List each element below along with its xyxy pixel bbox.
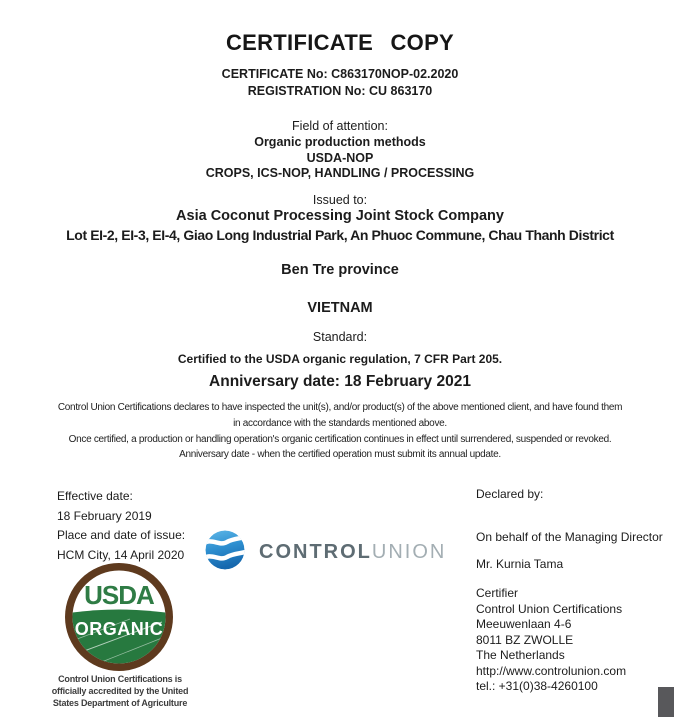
certifier-phone: tel.: +31(0)38-4260100	[476, 679, 598, 693]
field-of-attention-label: Field of attention:	[292, 119, 388, 133]
usda-seal-top-word: USDA	[84, 580, 154, 610]
certifier-organization: Control Union Certifications	[476, 601, 623, 616]
registration-number-line: REGISTRATION No: CU 863170	[247, 84, 433, 98]
accreditation-line: States Department of Agriculture	[52, 698, 188, 708]
declaration-paragraph	[0, 400, 680, 463]
control-union-word-control: CONTROL	[259, 541, 372, 563]
standard-value: Certified to the USDA organic regulation, 7 CFR Part 205.	[177, 352, 503, 366]
usda-seal-bottom-word: ORGANIC	[74, 619, 164, 639]
certifier-role: Certifier	[476, 586, 519, 600]
effective-date-label: Effective date:	[57, 489, 133, 503]
signatory-name: Mr. Kurnia Tama	[476, 557, 564, 571]
field-of-attention-line: USDA-NOP	[306, 150, 374, 165]
company-province: Ben Tre province	[281, 262, 399, 278]
declaration-line: Anniversary date - when the certified operation must submit its annual update.	[179, 449, 501, 461]
issued-to-label: Issued to:	[312, 193, 368, 207]
control-union-globe-icon	[205, 530, 245, 575]
company-country: VIETNAM	[307, 300, 373, 316]
field-of-attention-line: Organic production methods	[254, 135, 426, 149]
declaration-line: in accordance with the standards mentioned above.	[233, 417, 447, 429]
document-title: CERTIFICATE COPY	[225, 30, 455, 55]
control-union-word-union: UNION	[371, 541, 447, 563]
certifier-country: The Netherlands	[476, 648, 565, 662]
certifier-street: Meeuwenlaan 4-6	[476, 617, 572, 631]
control-union-wordmark	[259, 541, 446, 564]
accreditation-note	[36, 673, 204, 709]
accreditation-line: officially accredited by the United	[51, 686, 189, 696]
control-union-logo	[205, 530, 446, 575]
place-of-issue-value: HCM City, 14 April 2020	[57, 547, 185, 562]
on-behalf-line: On behalf of the Managing Director	[476, 530, 663, 544]
anniversary-date-line: Anniversary date: 18 February 2021	[209, 373, 471, 390]
effective-date-value: 18 February 2019	[57, 508, 152, 523]
declared-by-block	[476, 487, 663, 695]
issue-details-block	[57, 487, 185, 565]
place-of-issue-label: Place and date of issue:	[57, 528, 186, 542]
certifier-address-block	[476, 586, 663, 695]
standard-label: Standard:	[312, 330, 368, 344]
declared-by-label: Declared by:	[476, 487, 544, 501]
certifier-website: http://www.controlunion.com	[476, 663, 627, 678]
company-address: Lot EI-2, EI-3, EI-4, Giao Long Industrial Park, An Phuoc Commune, Chau Thanh District	[66, 227, 614, 243]
field-of-attention-values	[0, 135, 680, 182]
certifier-postal-city: 8011 BZ ZWOLLE	[476, 632, 574, 647]
scrollbar-thumb[interactable]	[658, 687, 674, 717]
accreditation-line: Control Union Certifications is	[58, 674, 182, 684]
declaration-line: Control Union Certifications declares to have inspected the unit(s), and/or product(s) of the above mentioned client, and have found them	[57, 402, 623, 413]
declaration-line: Once certified, a production or handling operation's organic certification continues in effect until surrendered, suspended or revoked.	[68, 433, 612, 445]
certificate-number-line: CERTIFICATE No: C863170NOP-02.2020	[221, 67, 459, 81]
usda-organic-seal-icon	[64, 562, 174, 672]
field-of-attention-line: CROPS, ICS-NOP, HANDLING / PROCESSING	[205, 166, 475, 180]
company-name: Asia Coconut Processing Joint Stock Company	[176, 208, 504, 224]
